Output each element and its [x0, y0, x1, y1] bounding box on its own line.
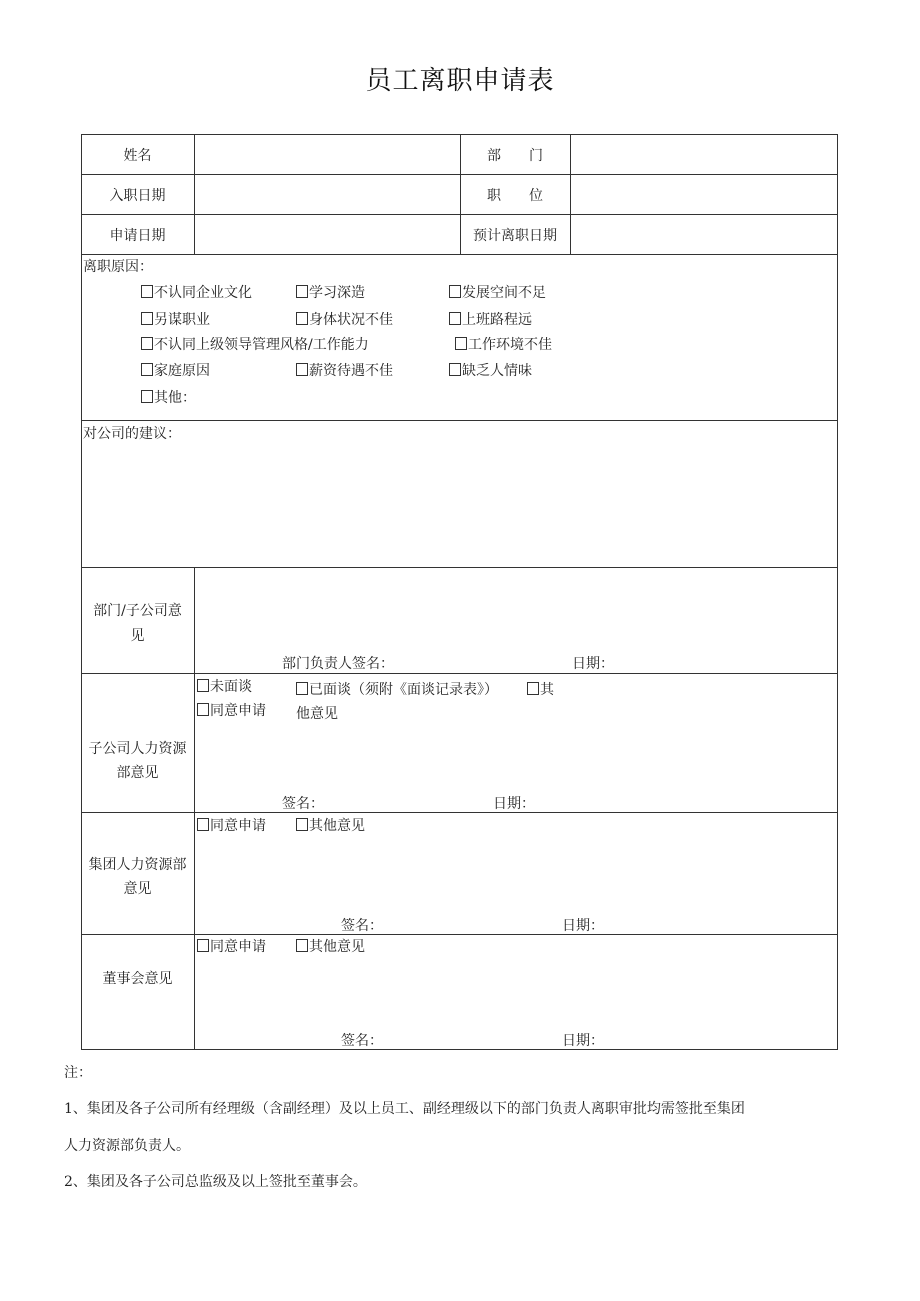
col-divider [570, 134, 571, 254]
group-hr-agree-checkbox[interactable]: 同意申请 [197, 815, 266, 835]
checkbox-icon [197, 939, 209, 952]
department-label: 部 门 [487, 148, 543, 164]
position-label: 职 位 [487, 188, 543, 204]
note-item-2: 2、集团及各子公司总监级及以上签批至董事会。 [64, 1174, 367, 1190]
entry-date-field[interactable] [196, 176, 459, 213]
reason-checkbox[interactable]: 薪资待遇不佳 [296, 360, 393, 380]
checkbox-icon [197, 703, 209, 716]
reason-checkbox-other[interactable]: 其他： [141, 387, 196, 407]
checkbox-icon [141, 337, 153, 350]
board-signature-label: 签名： [341, 1033, 383, 1049]
checkbox-icon [296, 939, 308, 952]
board-agree-checkbox[interactable]: 同意申请 [197, 936, 266, 956]
name-field[interactable] [196, 136, 459, 173]
group-hr-date-label: 日期： [562, 918, 604, 934]
name-label: 姓名 [123, 148, 152, 164]
reasons-label: 离职原因： [83, 259, 153, 275]
not-interviewed-checkbox[interactable]: 未面谈 [197, 676, 252, 696]
col-divider [194, 567, 195, 1050]
checkbox-icon [141, 390, 153, 403]
reason-checkbox[interactable]: 缺乏人情味 [449, 360, 532, 380]
reason-checkbox[interactable]: 学习深造 [296, 282, 365, 302]
dept-date-label: 日期： [572, 656, 614, 672]
reason-checkbox[interactable]: 工作环境不佳 [455, 334, 552, 354]
form-title: 员工离职申请表 [365, 66, 555, 96]
entry-date-label: 入职日期 [109, 188, 166, 204]
table-border-right [837, 134, 838, 1050]
checkbox-icon [141, 285, 153, 298]
checkbox-icon [197, 679, 209, 692]
interviewed-checkbox[interactable]: 已面谈（须附《面谈记录表》） [296, 679, 498, 699]
reason-checkbox[interactable]: 发展空间不足 [449, 282, 546, 302]
checkbox-icon [296, 312, 308, 325]
expected-leave-date-label: 预计离职日期 [473, 228, 557, 244]
note-item-1-line-1: 1、集团及各子公司所有经理级（含副经理）及以上员工、副经理级以下的部门负责人离职审批均需签批至集团 [64, 1101, 745, 1117]
checkbox-icon [449, 312, 461, 325]
reason-checkbox[interactable]: 家庭原因 [141, 360, 210, 380]
checkbox-icon [296, 363, 308, 376]
notes-header: 注： [64, 1065, 92, 1081]
sub-hr-date-label: 日期： [493, 796, 535, 812]
row-divider [81, 254, 838, 255]
dept-opinion-label-line1: 部门/子公司意 [93, 603, 182, 619]
sub-hr-other-label: 他意见 [296, 706, 338, 722]
suggestion-textarea[interactable] [83, 444, 835, 564]
position-field[interactable] [572, 176, 836, 213]
reason-checkbox[interactable]: 上班路程远 [449, 309, 532, 329]
checkbox-icon [455, 337, 467, 350]
reason-checkbox[interactable]: 身体状况不佳 [296, 309, 393, 329]
col-divider [194, 134, 195, 254]
group-hr-opinion-label-line1: 集团人力资源部 [88, 857, 187, 873]
group-hr-other-checkbox[interactable]: 其他意见 [296, 815, 365, 835]
checkbox-icon [141, 312, 153, 325]
checkbox-icon [296, 818, 308, 831]
dept-signature-label: 部门负责人签名： [282, 656, 394, 672]
sub-hr-opinion-label-line1: 子公司人力资源 [88, 741, 187, 757]
checkbox-icon [296, 285, 308, 298]
apply-date-field[interactable] [196, 216, 459, 253]
sub-hr-agree-checkbox[interactable]: 同意申请 [197, 700, 266, 720]
row-divider [81, 420, 838, 421]
board-date-label: 日期： [562, 1033, 604, 1049]
expected-leave-date-field[interactable] [572, 216, 836, 253]
board-other-checkbox[interactable]: 其他意见 [296, 936, 365, 956]
checkbox-icon [141, 363, 153, 376]
dept-opinion-label-line2: 见 [130, 628, 145, 644]
checkbox-icon [296, 682, 308, 695]
group-hr-opinion-label-line2: 意见 [123, 881, 152, 897]
checkbox-icon [197, 818, 209, 831]
sub-hr-opinion-label-line2: 部意见 [116, 765, 159, 781]
reason-checkbox[interactable]: 不认同企业文化 [141, 282, 252, 302]
reason-checkbox[interactable]: 不认同上级领导管理风格/工作能力 [141, 334, 369, 354]
sub-hr-other-checkbox[interactable]: 其 [527, 679, 554, 699]
dept-opinion-field[interactable] [196, 570, 834, 650]
checkbox-icon [449, 285, 461, 298]
sub-hr-signature-label: 签名： [282, 796, 324, 812]
group-hr-signature-label: 签名： [341, 918, 383, 934]
note-item-1-line-2: 人力资源部负责人。 [64, 1138, 190, 1154]
suggestion-label: 对公司的建议： [83, 426, 181, 442]
checkbox-icon [527, 682, 539, 695]
checkbox-icon [449, 363, 461, 376]
board-opinion-label: 董事会意见 [102, 971, 173, 987]
table-border-left [81, 134, 82, 1050]
reason-checkbox[interactable]: 另谋职业 [141, 309, 210, 329]
department-field[interactable] [572, 136, 836, 173]
apply-date-label: 申请日期 [109, 228, 166, 244]
